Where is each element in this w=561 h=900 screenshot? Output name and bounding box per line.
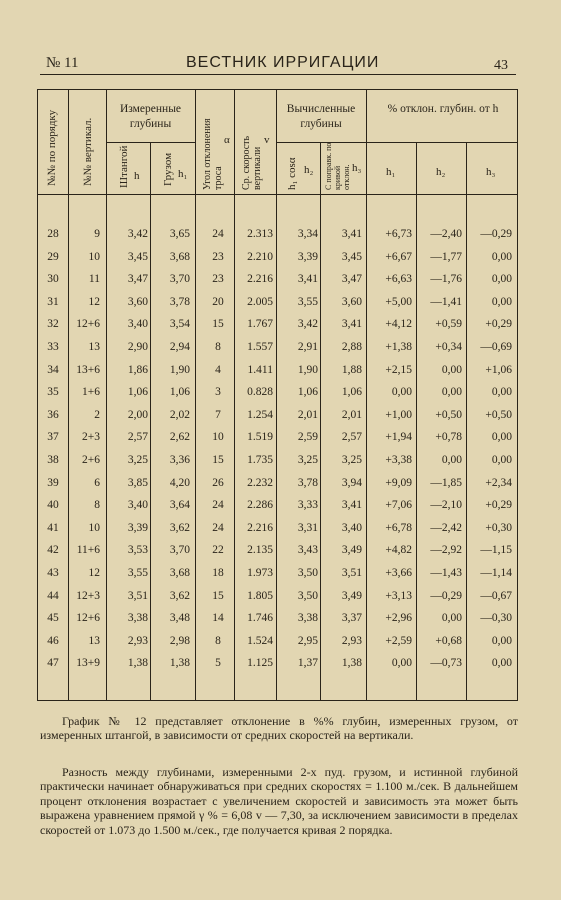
page-number: 43	[494, 58, 508, 73]
table-cell: 3,48	[169, 612, 190, 625]
table-cell: 2,00	[127, 408, 148, 421]
table-cell: —1,15	[480, 544, 512, 557]
table-cell: 3,38	[127, 612, 148, 625]
table-cell: 3,53	[127, 544, 148, 557]
table-cell: 0,00	[491, 386, 512, 399]
table-cell: 3,50	[297, 567, 318, 579]
table-cell: 3,36	[169, 454, 190, 466]
table-cell: 1.411	[247, 363, 273, 376]
table-cell: 24	[212, 228, 224, 240]
table-cell: —2,42	[430, 521, 462, 534]
table-cell: 0,00	[441, 454, 462, 466]
table-cell: 15	[212, 589, 224, 602]
table-cell: 0,00	[441, 612, 462, 625]
table-cell: 12	[88, 295, 100, 308]
table-cell: 10	[88, 521, 100, 534]
table-cell: 47	[47, 657, 59, 670]
table-row	[38, 228, 519, 250]
table-cell: 3,54	[169, 318, 190, 331]
table-row	[38, 477, 519, 499]
table-cell: 3,94	[341, 476, 362, 489]
table-cell: 3,51	[341, 567, 362, 579]
table-cell: 42	[47, 544, 59, 557]
table-cell: +4,82	[385, 544, 412, 557]
table-cell: 0,00	[491, 295, 512, 308]
table-row	[38, 522, 519, 544]
table-cell: —0,67	[480, 589, 512, 602]
table-cell: 2.286	[247, 499, 273, 512]
table-cell: 3,64	[169, 499, 190, 512]
table-row	[38, 251, 519, 273]
table-cell: 2,88	[341, 341, 362, 353]
table-cell: +6,67	[385, 250, 412, 263]
table-cell: 2.210	[247, 250, 273, 263]
table-cell: +5,00	[385, 295, 412, 308]
table-cell: 18	[212, 567, 224, 579]
table-cell: 3,34	[297, 228, 318, 240]
computed-corr-sub: h₃	[352, 162, 362, 174]
table-cell: 37	[47, 431, 59, 444]
table-cell: 22	[212, 544, 224, 557]
table-cell: 15	[212, 318, 224, 331]
speed-sub: v	[264, 134, 270, 146]
table-cell: 3,41	[297, 273, 318, 286]
table-cell: 3,78	[169, 295, 190, 308]
table-cell: +1,94	[385, 431, 412, 444]
table-cell: 6	[94, 476, 100, 489]
table-cell: —1,77	[430, 250, 462, 263]
table-cell: 3,42	[297, 318, 318, 331]
table-cell: 2,59	[297, 431, 318, 444]
table-cell: 12+3	[76, 589, 100, 602]
table-cell: 0,00	[491, 657, 512, 670]
table-cell: 3,51	[127, 589, 148, 602]
issue-number: № 11	[46, 55, 79, 71]
table-cell: +0,59	[435, 318, 462, 331]
table-cell: 1,06	[127, 386, 148, 399]
table-cell: 41	[47, 521, 59, 534]
table-cell: 2,94	[169, 341, 190, 353]
table-cell: 3,40	[127, 318, 148, 331]
table-cell: 0,00	[491, 634, 512, 647]
table-cell: 2,01	[297, 408, 318, 421]
table-cell: 10	[212, 431, 224, 444]
measured-rod-sub: h	[134, 170, 140, 182]
table-cell: +3,66	[385, 567, 412, 579]
table-cell: +0,29	[485, 499, 512, 512]
table-cell: 3,42	[127, 228, 148, 240]
deviation-header: % отклон. глубин. от h	[387, 103, 499, 115]
table-cell: +2,34	[485, 476, 512, 489]
table-cell: 12	[88, 567, 100, 579]
table-cell: 11	[88, 273, 100, 286]
table-cell: 3,47	[127, 273, 148, 286]
table-cell: 3,41	[341, 228, 362, 240]
table-cell: —0,73	[430, 657, 462, 670]
table-cell: —0,30	[480, 612, 512, 625]
table-cell: 3,39	[297, 250, 318, 263]
table-row	[38, 590, 519, 612]
table-cell: 43	[47, 567, 59, 579]
table-cell: 0,00	[391, 386, 412, 399]
deviation-h3: h₃	[486, 166, 496, 178]
table-cell: 35	[47, 386, 59, 399]
speed-header: Ср. скорость вертикали	[241, 135, 263, 190]
table-row	[38, 296, 519, 318]
table-cell: —0,29	[430, 589, 462, 602]
table-row	[38, 657, 519, 679]
table-cell: 7	[215, 408, 221, 421]
table-cell: +2,15	[385, 363, 412, 376]
table-cell: 1,06	[341, 386, 362, 399]
computed-corr-header: С поправк. по кривой отклон.	[324, 142, 351, 190]
table-cell: 40	[47, 499, 59, 512]
table-cell: 0,00	[441, 363, 462, 376]
table-row	[38, 318, 519, 340]
table-cell: 20	[212, 295, 224, 308]
table-cell: 3,25	[297, 454, 318, 466]
table-cell: +0,68	[435, 634, 462, 647]
table-cell: 13+9	[76, 657, 100, 670]
table-cell: —1,41	[430, 295, 462, 308]
table-cell: 3,78	[297, 476, 318, 489]
header-rule	[40, 74, 516, 75]
table-cell: +0,78	[435, 431, 462, 444]
table-cell: 3,62	[169, 521, 190, 534]
table-cell: 3,47	[341, 273, 362, 286]
table-cell: 3,70	[169, 544, 190, 557]
table-cell: +1,00	[385, 408, 412, 421]
table-cell: 1,38	[127, 657, 148, 670]
table-cell: 3,39	[127, 521, 148, 534]
table-row	[38, 612, 519, 634]
table-cell: 0,00	[491, 273, 512, 286]
table-cell: 2,93	[341, 634, 362, 647]
table-cell: 0,00	[491, 431, 512, 444]
table-cell: 2.313	[247, 228, 273, 240]
table-cell: 2,02	[169, 408, 190, 421]
table-cell: 1.973	[247, 567, 273, 579]
table-cell: 2,57	[127, 431, 148, 444]
table-cell: —2,40	[430, 228, 462, 240]
table-cell: +2,59	[385, 634, 412, 647]
table-cell: 15	[212, 454, 224, 466]
table-cell: 4	[215, 363, 221, 376]
table-cell: 3,62	[169, 589, 190, 602]
table-cell: 3,33	[297, 499, 318, 512]
table-cell: 3,60	[127, 295, 148, 308]
table-cell: 28	[47, 228, 59, 240]
table-cell: 44	[47, 589, 59, 602]
table-cell: 1,38	[169, 657, 190, 670]
table-row	[38, 431, 519, 453]
table-cell: 3,49	[341, 589, 362, 602]
paragraph-difference: Разность между глубинами, измеренными 2-х пуд. грузом, и истинной глубиной практически начинает обнаруживаться при средних скоростях = 1.100 м./сек. В дальнейшем процент отклонения возрастает с увеличением скоростей и зависимость эта может быть выражена уравнением прямой γ % = 6,08 v — 7,30, за исключением зависимости в пределах скоростей от 1.073 до 1.500 м./сек., где получается кривая 2 порядка.	[40, 765, 518, 837]
table-row	[38, 544, 519, 566]
measured-weight-header: Грузом	[162, 152, 174, 186]
table-cell: 1,38	[341, 657, 362, 670]
table-cell: 13	[88, 341, 100, 353]
table-cell: 2,62	[169, 431, 190, 444]
table-cell: 4,20	[169, 476, 190, 489]
table-cell: —1,76	[430, 273, 462, 286]
deviation-h2: h₂	[436, 166, 446, 178]
table-cell: 0,00	[441, 386, 462, 399]
table-cell: —1,43	[430, 567, 462, 579]
table-cell: 0,00	[491, 454, 512, 466]
table-cell: 2,95	[297, 634, 318, 647]
table-cell: 2	[94, 408, 100, 421]
table-row	[38, 635, 519, 657]
table-row	[38, 386, 519, 408]
table-row	[38, 499, 519, 521]
table-cell: +1,06	[485, 363, 512, 376]
angle-header: Угол отклонения троса	[202, 118, 224, 190]
table-cell: 33	[47, 341, 59, 353]
table-cell: 3,25	[127, 454, 148, 466]
table-cell: 8	[215, 634, 221, 647]
table-cell: 3,40	[127, 499, 148, 512]
table-cell: 12+6	[76, 612, 100, 625]
table-cell: 1.735	[247, 454, 273, 466]
table-cell: 8	[94, 499, 100, 512]
table-row	[38, 364, 519, 386]
table-cell: 3,43	[297, 544, 318, 557]
table-cell: 1,06	[169, 386, 190, 399]
table-cell: 8	[215, 341, 221, 353]
table-cell: 2,98	[169, 634, 190, 647]
table-cell: 2,90	[127, 341, 148, 353]
table-row	[38, 454, 519, 476]
table-cell: +3,13	[385, 589, 412, 602]
table-cell: 13+6	[76, 363, 100, 376]
table-cell: 11+6	[76, 544, 100, 557]
table-cell: 0,00	[391, 657, 412, 670]
header-bottom-rule	[38, 194, 518, 195]
table-cell: +0,30	[485, 521, 512, 534]
table-cell: —2,92	[430, 544, 462, 557]
table-cell: +9,09	[385, 476, 412, 489]
computed-cos-sub: h₂	[304, 164, 314, 176]
table-cell: —0,29	[480, 228, 512, 240]
table-cell: 29	[47, 250, 59, 263]
table-cell: +7,06	[385, 499, 412, 512]
table-cell: 3,37	[341, 612, 362, 625]
header-subrule	[276, 142, 366, 143]
table-cell: 3,55	[127, 567, 148, 579]
measured-rod-header: Штангой	[118, 145, 130, 188]
table-cell: 1.767	[247, 318, 273, 331]
table-cell: 1.805	[247, 589, 273, 602]
table-cell: 2,57	[341, 431, 362, 444]
table-cell: +2,96	[385, 612, 412, 625]
table-cell: 3,55	[297, 295, 318, 308]
table-cell: 2,91	[297, 341, 318, 353]
table-cell: 3,45	[127, 250, 148, 263]
table-cell: 1.746	[247, 612, 273, 625]
table-cell: 12+6	[76, 318, 100, 331]
table-cell: 1,86	[127, 363, 148, 376]
table-cell: 2.216	[247, 521, 273, 534]
table-cell: 31	[47, 295, 59, 308]
journal-title: ВЕСТНИК ИРРИГАЦИИ	[186, 54, 380, 71]
table-cell: 24	[212, 499, 224, 512]
header-subrule	[106, 142, 195, 143]
table-cell: 2+6	[82, 454, 100, 466]
table-cell: 1.125	[247, 657, 273, 670]
page-header	[46, 52, 516, 74]
table-cell: 3,25	[341, 454, 362, 466]
table-cell: —1,14	[480, 567, 512, 579]
col-order-header: №№ по порядку	[46, 109, 58, 186]
table-row	[38, 567, 519, 589]
measured-depths-header: Измеренные глубины	[119, 103, 182, 130]
table-cell: 1,88	[341, 363, 362, 376]
table-cell: 3,50	[297, 589, 318, 602]
table-cell: 36	[47, 408, 59, 421]
table-cell: 2,93	[127, 634, 148, 647]
table-cell: 9	[94, 228, 100, 240]
table-cell: 3,45	[341, 250, 362, 263]
deviation-h1: h₁	[386, 166, 396, 178]
table-cell: +6,78	[385, 521, 412, 534]
table-cell: 2.232	[247, 476, 273, 489]
table-cell: 1.519	[247, 431, 273, 444]
table-cell: 45	[47, 612, 59, 625]
table-row	[38, 341, 519, 363]
table-cell: 2.005	[247, 295, 273, 308]
table-cell: 39	[47, 476, 59, 489]
table-cell: 0,00	[491, 250, 512, 263]
table-cell: 1,06	[297, 386, 318, 399]
table-cell: 3,41	[341, 318, 362, 331]
table-cell: 1,90	[297, 363, 318, 376]
angle-sub: α	[224, 134, 230, 146]
table-cell: —1,85	[430, 476, 462, 489]
table-cell: +6,73	[385, 228, 412, 240]
table-cell: 26	[212, 476, 224, 489]
measured-weight-sub: h₁	[178, 168, 188, 180]
table-cell: 24	[212, 521, 224, 534]
table-cell: +0,34	[435, 341, 462, 353]
table-cell: 5	[215, 657, 221, 670]
table-cell: 23	[212, 273, 224, 286]
paragraph-graph: График № 12 представляет отклонение в %% глубин, измеренных грузом, от измеренных штангой, в зависимости от средних скоростей на вертикали.	[40, 714, 518, 743]
computed-depths-header: Вычисленные глубины	[286, 103, 356, 130]
table-cell: 2,01	[341, 408, 362, 421]
table-cell: 2.135	[247, 544, 273, 557]
table-cell: 3,65	[169, 228, 190, 240]
table-cell: 10	[88, 250, 100, 263]
table-cell: 30	[47, 273, 59, 286]
table-cell: 3,68	[169, 567, 190, 579]
table-cell: 14	[212, 612, 224, 625]
col-vertical-header: №№ вертикал.	[82, 117, 94, 186]
table-cell: —0,69	[480, 341, 512, 353]
table-cell: 23	[212, 250, 224, 263]
table-cell: 1.524	[247, 634, 273, 647]
table-row	[38, 273, 519, 295]
table-cell: 0.828	[247, 386, 273, 399]
table-cell: 13	[88, 634, 100, 647]
table-cell: +3,38	[385, 454, 412, 466]
table-cell: 38	[47, 454, 59, 466]
table-cell: 1,90	[169, 363, 190, 376]
computed-cos-header: h₁ cosα	[286, 157, 298, 190]
table-cell: 3,49	[341, 544, 362, 557]
table-cell: +0,50	[485, 408, 512, 421]
table-cell: 3,85	[127, 476, 148, 489]
table-cell: 3,68	[169, 250, 190, 263]
table-cell: 1,37	[297, 657, 318, 670]
table-cell: 1+6	[82, 386, 100, 399]
table-cell: 1.254	[247, 408, 273, 421]
table-cell: 3,60	[341, 295, 362, 308]
table-cell: 32	[47, 318, 59, 331]
table-cell: +1,38	[385, 341, 412, 353]
table-cell: +0,29	[485, 318, 512, 331]
table-cell: 46	[47, 634, 59, 647]
table-cell: 3,70	[169, 273, 190, 286]
table-row	[38, 409, 519, 431]
table-cell: 3,31	[297, 521, 318, 534]
table-cell: 3,38	[297, 612, 318, 625]
header-subrule	[366, 142, 518, 143]
table-cell: 3,41	[341, 499, 362, 512]
table-cell: +6,63	[385, 273, 412, 286]
table-cell: 34	[47, 363, 59, 376]
table-cell: 2.216	[247, 273, 273, 286]
table-cell: 1.557	[247, 341, 273, 353]
table-cell: 2+3	[82, 431, 100, 444]
table-cell: —2,10	[430, 499, 462, 512]
table-cell: +0,50	[435, 408, 462, 421]
table-cell: 3,40	[341, 521, 362, 534]
data-table	[37, 89, 518, 701]
table-cell: 3	[215, 386, 221, 399]
table-cell: +4,12	[385, 318, 412, 331]
